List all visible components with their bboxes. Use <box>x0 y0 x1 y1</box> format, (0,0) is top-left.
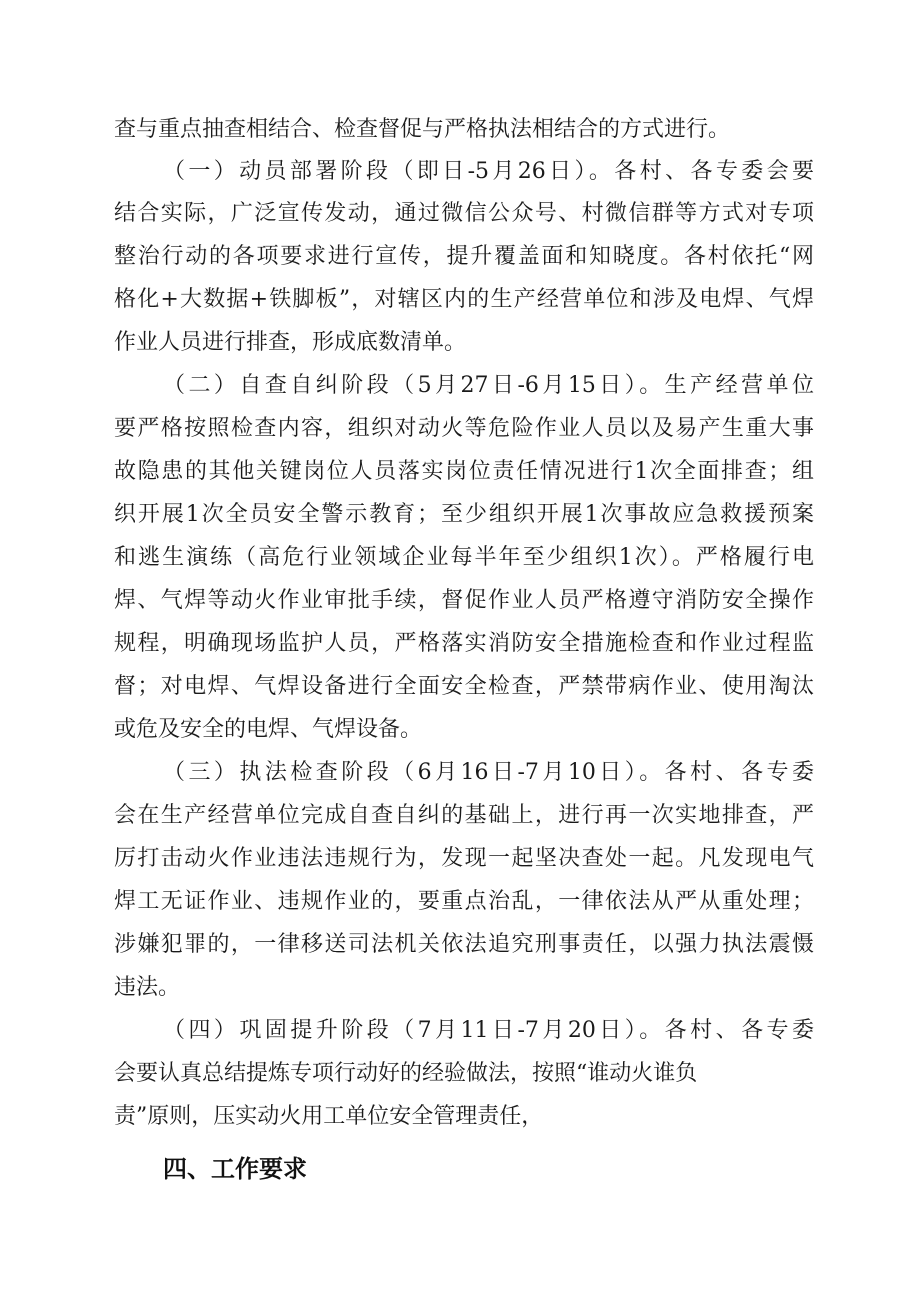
paragraph-line: 涉嫌犯罪的，一律移送司法机关依法追究刑事责任，以强力执法震慑 <box>114 932 814 957</box>
paragraph-line: 厉打击动火作业违法违规行为，发现一起坚决查处一起。凡发现电气 <box>114 846 814 871</box>
paragraph-line: 会在生产经营单位完成自查自纠的基础上，进行再一次实地排查，严 <box>114 803 814 828</box>
paragraph-line: 织开展1次全员安全警示教育；至少组织开展1次事故应急救援预案 <box>114 502 814 527</box>
paragraph-line: 规程，明确现场监护人员，严格落实消防安全措施检查和作业过程监 <box>114 631 814 656</box>
paragraph-line: 结合实际，广泛宣传发动，通过微信公众号、村微信群等方式对专项 <box>114 201 814 226</box>
paragraph-line: 作业人员进行排查，形成底数清单。 <box>114 330 467 355</box>
paragraph-line: （四）巩固提升阶段（7月11日-7月20日）。各村、各专委 <box>163 1018 814 1043</box>
paragraph-line: 整治行动的各项要求进行宣传，提升覆盖面和知晓度。各村依托“网 <box>114 244 814 269</box>
paragraph-line: 焊、气焊等动火作业审批手续，督促作业人员严格遵守消防安全操作 <box>114 588 814 613</box>
paragraph-line: 督；对电焊、气焊设备进行全面安全检查，严禁带病作业、使用淘汰 <box>114 674 814 699</box>
paragraph-line: 会要认真总结提炼专项行动好的经验做法，按照“谁动火谁负 <box>114 1061 698 1086</box>
paragraph-line: 或危及安全的电焊、气焊设备。 <box>114 717 423 742</box>
paragraph-line: 要严格按照检查内容，组织对动火等危险作业人员以及易产生重大事 <box>114 416 814 441</box>
paragraph-line: 查与重点抽查相结合、检查督促与严格执法相结合的方式进行。 <box>114 117 731 142</box>
paragraph-line: 违法。 <box>114 975 181 1000</box>
paragraph-line: 故隐患的其他关键岗位人员落实岗位责任情况进行1次全面排查；组 <box>114 459 814 484</box>
paragraph-line: 焊工无证作业、违规作业的，要重点治乱，一律依法从严从重处理； <box>114 889 814 914</box>
paragraph-line: （一）动员部署阶段（即日-5月26日）。各村、各专委会要 <box>163 159 814 184</box>
section-heading: 四、工作要求 <box>163 1155 307 1183</box>
paragraph-line: 和逃生演练（高危行业领域企业每半年至少组织1次）。严格履行电 <box>114 545 814 570</box>
paragraph-line: （三）执法检查阶段（6月16日-7月10日）。各村、各专委 <box>163 760 814 785</box>
paragraph-line: 格化+大数据+铁脚板”，对辖区内的生产经营单位和涉及电焊、气焊 <box>114 287 814 312</box>
paragraph-line: （二）自查自纠阶段（5月27日-6月15日）。生产经营单位 <box>163 373 814 398</box>
paragraph-line: 责”原则，压实动火用工单位安全管理责任， <box>114 1104 544 1129</box>
